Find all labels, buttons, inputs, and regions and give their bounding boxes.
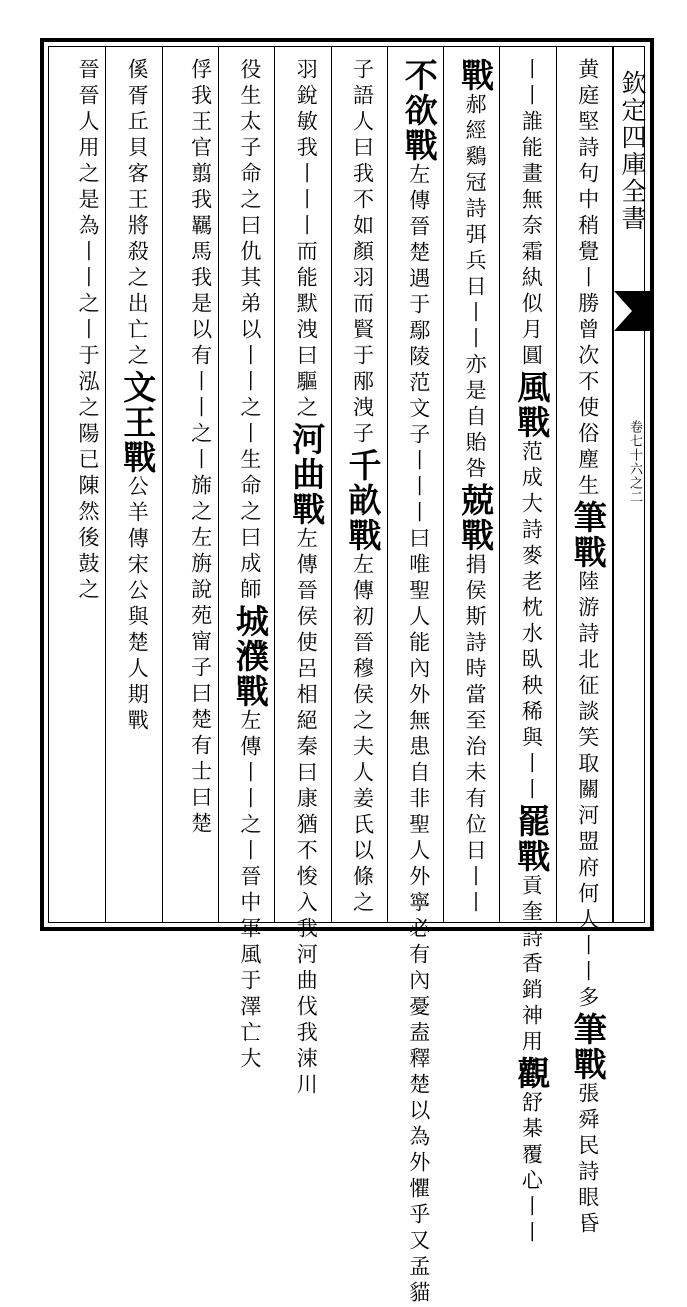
column-rule [331,46,332,923]
book-title: 欽定四庫全書 [618,70,647,232]
annotation-text: 黄庭堅詩句中稍覺 [575,58,600,266]
volume-number: 卷七十六之二 [627,420,642,504]
fishtail-mark-icon [614,291,654,331]
margin-rule [612,46,614,923]
annotation-text: 張舜民 [575,1082,600,1160]
annotation-text: 于泓之陽已陳然後鼓之 [76,344,100,604]
annotation-text: 猶不悛入我河曲伐我涑川 [294,813,319,1099]
annotation-text: 范成大詩麥老枕 [519,440,544,622]
headword: 千畝戰 [343,448,383,553]
column-rule [499,46,500,923]
annotation-text: 左傳初晉穆侯之 [350,553,375,735]
annotation-text: 丨 [575,266,600,292]
annotation-text: 丨丨之丨生命之曰成師 [237,344,262,604]
annotation-text: 夫人姜氏以條之 [350,735,375,917]
column-rule [162,46,163,923]
annotation-text: 丨丨誰能畫無 [519,58,544,214]
column-rule [274,46,275,923]
text-column [563,58,608,1238]
annotation-text: 郝經鷄冠詩弭兵日 [463,93,488,301]
annotation-text: 治未有位日丨丨 [463,735,488,917]
annotation-text: 子語人曰我不如顏羽而賢于邴洩子 [350,58,375,448]
headword: 筆戰 [568,1012,608,1082]
text-column [112,58,158,918]
headword: 戰 [456,58,496,93]
text-column [281,58,327,1099]
annotation-text: 貢奎詩香銷神用 [519,874,544,1056]
headword: 城濮戰 [230,604,270,709]
column-rule [443,46,444,923]
annotation-text: 陸游詩北征談笑取關 [575,570,600,804]
headword: 筆戰 [568,500,608,570]
annotation-text: 旆之左旃說苑甯子曰楚有士曰楚 [188,474,213,838]
text-column [506,58,552,1247]
headword: 罷戰 [512,804,552,874]
headword: 河曲戰 [287,422,327,527]
text-column [450,58,496,918]
column-rule [556,46,557,923]
annotation-text: 傒胥丘貝客王將殺之出亡之 [125,58,150,370]
annotation-text: 奈霜紈似月圓 [519,214,544,370]
annotation-text: 公羊傳宋公與楚人期戰 [125,475,150,735]
annotation-text: 捐侯斯詩時當至 [463,553,488,735]
headword: 觀 [512,1056,552,1091]
annotation-text: 左傳丨丨之丨晉中軍風于澤亡大 [237,709,262,1073]
annotation-text: 丨丨亦是自貽咎 [463,301,488,483]
annotation-text: 俘我王官翦我羈馬 [188,58,213,266]
column-rule [387,46,388,923]
annotation-text: 羽銳敏我丨丨丨而能默洩曰驅之 [294,58,319,422]
headword: 不欲戰 [399,58,439,163]
column-rule [218,46,219,923]
annotation-text: 河盟府何人丨丨多 [575,804,600,1012]
annotation-text: 晉晉人用之是為丨丨之丨 [76,58,100,344]
annotation-text: 勝曾次不使俗塵生 [575,292,600,500]
annotation-text: 丨丨丨曰唯聖人能內外無 [406,449,431,735]
text-column [338,58,383,918]
headword: 風戰 [512,370,552,440]
text-column [394,58,439,1307]
annotation-text: 左傳晉侯使呂相絕秦曰康 [294,527,319,813]
annotation-text: 水臥秧稀與丨丨 [519,622,544,804]
annotation-text: 役生太子命之曰仇其弟以 [237,58,262,344]
annotation-text: 左傳晉楚遇于鄢陵范文子 [406,163,431,449]
column-rule [105,46,106,923]
annotation-text: 患自非聖人外寧必有內憂盍釋楚以為外懼乎又孟貓 [406,735,431,1307]
headword: 文王戰 [118,370,158,475]
annotation-text: 舒棊覆心丨丨 [519,1091,544,1247]
text-column [225,58,270,1073]
text-column [56,58,98,918]
annotation-text: 我是以有丨丨之丨 [188,266,213,474]
annotation-text: 詩眼昏 [575,1160,600,1238]
text-column [169,58,211,918]
headword: 兢戰 [456,483,496,553]
